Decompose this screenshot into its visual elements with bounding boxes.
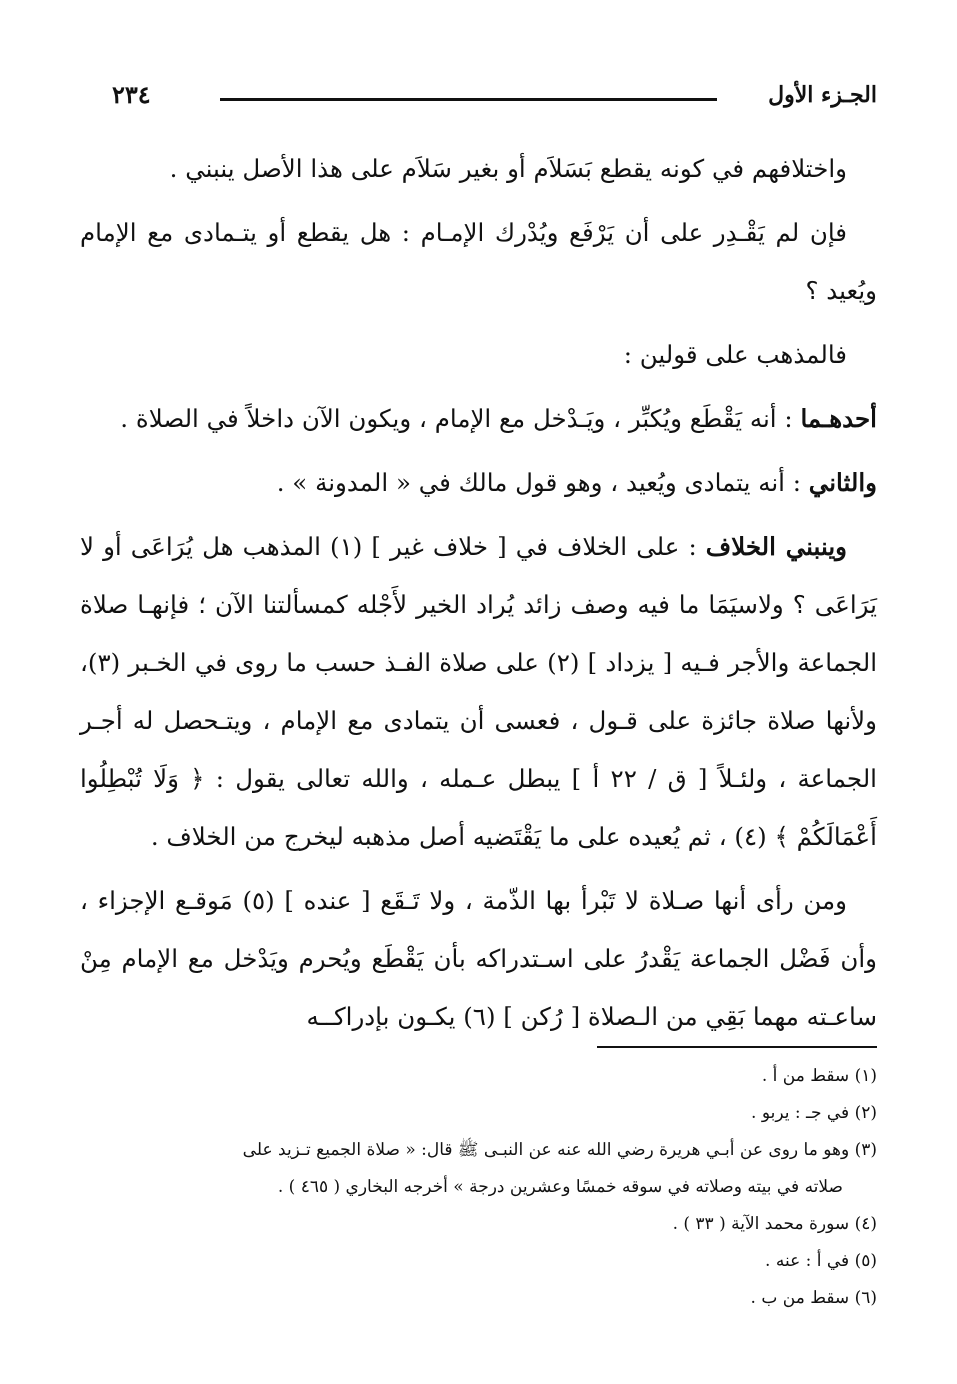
footnote-3-continued [80,1169,877,1206]
header-rule [220,98,717,101]
paragraph-7: ومن رأى أنها صـلاة لا تَبْرأ بها الذّمة ، ولا تَـقَع [ عنده ] (٥) مَوقـع الإجزاء ، وأن فَضْل الجماعة يَقْدرُ على اسـتدراكه بأن يَقْطَع ويُحرم ويَدْخل مع الإمام مِنْ ساعـته مهما بَقِي من الـصلاة [ رُكن ] (٦) يكـون بإدراكــه [80,886,877,1031]
paragraph-2: فإن لم يَقْـدِر على أن يَرْفَع ويُدْرك الإمـام : هل يقطع أو يتـمادى مع الإمام ويُعيد ؟ [80,218,877,305]
footnotes [80,1058,877,1317]
paragraph-6-text: : على الخلاف في [ خلاف غير ] (١) المذهب هل يُرَاعَى أو لا يَرَاعَى ؟ ولاسيَمَا ما فيه وصف زائد يُراد الخير لأَجْله كمسألتنا الآن ؛ فإنهـا صلاة الجماعة والأجر فـيه [ يزداد ] (٢) على صلاة الفـذ حسب ما روى في الخـبر (٣)، ولأنها صلاة جائزة على قـول ، فعسى أن يتمادى مع الإمام ، ويتـحصل له أجـر الجماعة ، ولئـلاً [ ق / ٢٢ أ ] يبطل عـمله ، والله تعالى يقول : ﴿ وَلَا تُبْطِلُوا أَعْمَالَكُمْ ﴾ (٤) ، ثم يُعيده على ما يَقْتَضيه أصل مذهبه ليخرج من الخلاف . [80,532,877,851]
footnote-separator [597,1046,877,1048]
paragraph-3: فالمذهب على قولين : [623,340,847,369]
footnote-1: (١) سقط من أ . [761,1066,877,1086]
footnote-5: (٥) في أ : عنه . [765,1251,877,1271]
paragraph-4 [80,390,877,448]
paragraph-6-lead: وينبني الخلاف [705,532,847,561]
paragraph-5-lead: والثاني [808,468,877,497]
footnote-2: (٢) في جـ : يربو . [751,1103,877,1123]
paragraph-5 [80,454,877,512]
paragraph-4-lead: أحدهـما [800,404,877,433]
footnote-3: (٣) وهو ما روى عن أبـي هريرة رضي الله عنه عن النبـى ﷺ قال: « صلاة الجميع تـزيد على [242,1140,877,1160]
page-header [112,78,877,122]
paragraph-4-text: : أنه يَقْطَع ويُكبِّر ، ويَـدْخل مع الإمام ، ويكون الآن داخلاً في الصلاة . [120,404,801,433]
footnote-3-cont-text: صلاته في بيته وصلاته في سوقه خمسًا وعشرين درجة » أخرجه البخاري ( ٤٦٥ ) . [277,1177,843,1197]
paragraph-6 [80,518,877,866]
page-number: ٢٣٤ [112,80,151,109]
paragraph-5-text: : أنه يتمادى ويُعيد ، وهو قول مالك في « المدونة » . [276,468,809,497]
footnote-4: (٤) سورة محمد الآية ( ٣٣ ) . [672,1214,877,1234]
footnote-6: (٦) سقط من ب . [750,1288,877,1308]
main-text [80,140,877,1046]
paragraph-1: واختلافهم في كونه يقطع بَسَلاَم أو بغير سَلاَم على هذا الأصل ينبني . [169,154,847,183]
part-title: الجـزء الأول [768,82,877,108]
